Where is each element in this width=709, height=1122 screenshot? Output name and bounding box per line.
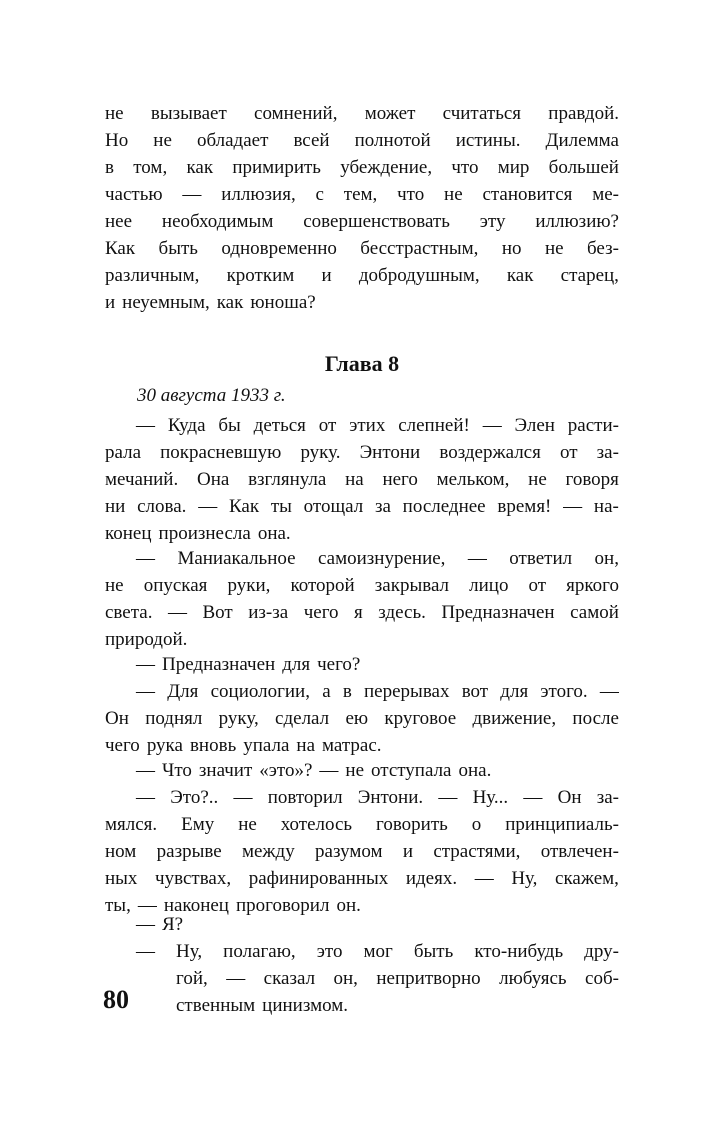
word: Ну, bbox=[176, 941, 203, 962]
paragraph bbox=[105, 911, 619, 938]
word: — bbox=[136, 760, 155, 781]
word: Энтони bbox=[359, 442, 421, 463]
paragraph bbox=[105, 757, 619, 784]
text-line bbox=[105, 181, 619, 208]
word: — bbox=[182, 184, 202, 205]
word: любуясь bbox=[499, 968, 567, 989]
word: говоря bbox=[565, 469, 619, 490]
word: движение, bbox=[472, 708, 557, 729]
paragraph bbox=[105, 545, 619, 653]
word: значит bbox=[198, 760, 253, 781]
paragraph bbox=[105, 412, 619, 547]
word: отвлечен- bbox=[540, 841, 619, 862]
word: — bbox=[467, 548, 487, 569]
word: — bbox=[136, 415, 155, 436]
word: Но bbox=[105, 130, 129, 151]
word: лицо bbox=[469, 575, 509, 596]
word: руку. bbox=[300, 442, 341, 463]
word: не bbox=[153, 130, 172, 151]
word: наконец bbox=[163, 895, 229, 916]
text-line bbox=[105, 626, 619, 653]
paragraph-continuation bbox=[176, 965, 619, 1019]
text-line bbox=[105, 127, 619, 154]
word: мечаний. bbox=[105, 469, 179, 490]
word: мельком, bbox=[436, 469, 510, 490]
word: не bbox=[345, 760, 365, 781]
word: Он bbox=[105, 708, 129, 729]
word: ею bbox=[345, 708, 369, 729]
word: покрасневшую bbox=[160, 442, 282, 463]
word: разумом bbox=[315, 841, 383, 862]
word: без- bbox=[587, 238, 619, 259]
word: страстями, bbox=[433, 841, 521, 862]
word: это bbox=[316, 941, 343, 962]
word: юноша? bbox=[250, 292, 316, 313]
word: становится bbox=[482, 184, 573, 205]
word: быть bbox=[158, 238, 198, 259]
text-line bbox=[105, 572, 619, 599]
word: непритворно bbox=[376, 968, 481, 989]
word: последнее bbox=[402, 496, 486, 517]
word: о bbox=[471, 814, 482, 835]
word: Как bbox=[105, 238, 136, 259]
text-line bbox=[176, 965, 619, 992]
word: Энтони. bbox=[357, 787, 424, 808]
word: самой bbox=[570, 602, 619, 623]
word: за- bbox=[596, 787, 619, 808]
word: как bbox=[186, 157, 214, 178]
word: — bbox=[136, 548, 155, 569]
word: частью bbox=[105, 184, 163, 205]
word: от bbox=[528, 575, 547, 596]
word: руку, bbox=[218, 708, 259, 729]
word: ных bbox=[105, 868, 138, 889]
word: не bbox=[528, 469, 547, 490]
word: неуемным, bbox=[122, 292, 210, 313]
word: одновременно bbox=[221, 238, 337, 259]
text-line bbox=[105, 208, 619, 235]
word: идеях. bbox=[405, 868, 458, 889]
text-line bbox=[105, 262, 619, 289]
word: рала bbox=[105, 442, 142, 463]
word: воздержался bbox=[439, 442, 541, 463]
word: природой. bbox=[105, 629, 188, 650]
word: соб- bbox=[585, 968, 619, 989]
word: Вот bbox=[202, 602, 233, 623]
word: Как bbox=[228, 496, 260, 517]
top-paragraph bbox=[105, 100, 619, 316]
word: в bbox=[342, 681, 352, 702]
word: вновь bbox=[189, 735, 237, 756]
word: Он bbox=[557, 787, 582, 808]
word: ственным bbox=[176, 995, 256, 1016]
text-line bbox=[105, 938, 619, 965]
text-line bbox=[105, 545, 619, 572]
word: обладает bbox=[196, 130, 269, 151]
word: вот bbox=[461, 681, 489, 702]
text-line bbox=[105, 838, 619, 865]
word: — bbox=[233, 787, 253, 808]
word: — bbox=[136, 787, 155, 808]
word: отощал bbox=[303, 496, 364, 517]
word: скажем, bbox=[555, 868, 619, 889]
word: иллюзия, bbox=[221, 184, 296, 205]
word: кротким bbox=[226, 265, 295, 286]
word: «это»? bbox=[259, 760, 313, 781]
word: не bbox=[105, 575, 124, 596]
word: что bbox=[397, 184, 425, 205]
text-line bbox=[105, 100, 619, 127]
word: хотелось bbox=[280, 814, 353, 835]
word: — bbox=[198, 496, 218, 517]
word: для bbox=[282, 654, 311, 675]
word: правдой. bbox=[548, 103, 619, 124]
paragraph bbox=[105, 938, 619, 965]
text-line bbox=[105, 651, 619, 678]
word: закрывал bbox=[374, 575, 450, 596]
text-line bbox=[176, 992, 619, 1019]
word: мог bbox=[363, 941, 393, 962]
word: упала bbox=[243, 735, 290, 756]
word: бы bbox=[218, 415, 241, 436]
text-line bbox=[105, 154, 619, 181]
text-line bbox=[105, 493, 619, 520]
word: после bbox=[572, 708, 619, 729]
word: — bbox=[438, 787, 458, 808]
word: и bbox=[105, 292, 116, 313]
text-line bbox=[105, 911, 619, 938]
text-line bbox=[105, 235, 619, 262]
word: мир bbox=[497, 157, 530, 178]
word: самоизнурение, bbox=[318, 548, 446, 569]
word: руки, bbox=[227, 575, 271, 596]
word: на bbox=[345, 469, 364, 490]
word: от bbox=[559, 442, 578, 463]
word: поднял bbox=[145, 708, 203, 729]
word: ме- bbox=[592, 184, 619, 205]
word: сомнений, bbox=[254, 103, 338, 124]
word: Для bbox=[167, 681, 199, 702]
word: истины. bbox=[455, 130, 521, 151]
word: Элен bbox=[514, 415, 555, 436]
word: ты, bbox=[105, 895, 131, 916]
word: всей bbox=[293, 130, 330, 151]
word: том, bbox=[133, 157, 168, 178]
word: не bbox=[444, 184, 463, 205]
word: а bbox=[322, 681, 331, 702]
word: что bbox=[451, 157, 479, 178]
word: из-за bbox=[248, 602, 289, 623]
word: добродушным, bbox=[358, 265, 480, 286]
word: необходимым bbox=[161, 211, 274, 232]
word: цинизмом. bbox=[262, 995, 348, 1016]
word: он, bbox=[333, 968, 358, 989]
text-line bbox=[105, 289, 619, 316]
word: вызывает bbox=[150, 103, 227, 124]
word: мялся. bbox=[105, 814, 158, 835]
word: различным, bbox=[105, 265, 200, 286]
word: не bbox=[238, 814, 257, 835]
word: круговое bbox=[384, 708, 457, 729]
word: чего bbox=[303, 602, 339, 623]
word: — bbox=[474, 868, 494, 889]
word: рафинированных bbox=[248, 868, 389, 889]
word: старец, bbox=[560, 265, 619, 286]
word: принципиаль- bbox=[505, 814, 619, 835]
word: полнотой bbox=[354, 130, 431, 151]
word: чувствах, bbox=[155, 868, 232, 889]
word: иллюзию? bbox=[535, 211, 619, 232]
word: как bbox=[506, 265, 534, 286]
word: убеждение, bbox=[340, 157, 433, 178]
word: тем, bbox=[343, 184, 378, 205]
word: Ну, bbox=[511, 868, 538, 889]
text-line bbox=[105, 412, 619, 439]
word: быть bbox=[413, 941, 454, 962]
text-line bbox=[105, 732, 619, 759]
word: матрас. bbox=[322, 735, 382, 756]
word: полагаю, bbox=[223, 941, 296, 962]
word: дру- bbox=[584, 941, 619, 962]
word: нее bbox=[105, 211, 133, 232]
word: гой, bbox=[176, 968, 208, 989]
text-line bbox=[105, 520, 619, 547]
text-line bbox=[105, 439, 619, 466]
word: и bbox=[321, 265, 332, 286]
word: разрыве bbox=[156, 841, 222, 862]
word: взглянула bbox=[248, 469, 327, 490]
text-line bbox=[105, 865, 619, 892]
page-number: 80 bbox=[103, 985, 129, 1014]
chapter-date: 30 августа 1933 г. bbox=[137, 385, 286, 406]
text-line bbox=[105, 599, 619, 626]
word: он. bbox=[336, 895, 361, 916]
text-line bbox=[105, 784, 619, 811]
word: — bbox=[226, 968, 246, 989]
word: может bbox=[364, 103, 416, 124]
word: — bbox=[167, 602, 187, 623]
word: — bbox=[319, 760, 339, 781]
word: он, bbox=[594, 548, 619, 569]
word: него bbox=[382, 469, 418, 490]
word: время! bbox=[497, 496, 552, 517]
word: Ему bbox=[181, 814, 215, 835]
word: Предназначен bbox=[441, 602, 555, 623]
word: для bbox=[500, 681, 529, 702]
paragraph bbox=[105, 651, 619, 678]
paragraph bbox=[105, 678, 619, 759]
word: за bbox=[374, 496, 391, 517]
word: Дилемма bbox=[545, 130, 619, 151]
chapter-title: Глава 8 bbox=[324, 351, 400, 376]
word: отступала bbox=[371, 760, 452, 781]
word: говорить bbox=[376, 814, 448, 835]
word: конец bbox=[105, 523, 152, 544]
word: с bbox=[315, 184, 324, 205]
text-line bbox=[105, 705, 619, 732]
word: Маниакальное bbox=[177, 548, 296, 569]
word: в bbox=[105, 157, 114, 178]
word: расти- bbox=[567, 415, 619, 436]
word: не bbox=[105, 103, 124, 124]
word: от bbox=[318, 415, 337, 436]
word: деться bbox=[253, 415, 306, 436]
word: Ну... bbox=[472, 787, 509, 808]
word: чего bbox=[105, 735, 140, 756]
word: слова. bbox=[137, 496, 187, 517]
word: проговорил bbox=[235, 895, 330, 916]
word: рука bbox=[146, 735, 183, 756]
word: я bbox=[354, 602, 363, 623]
word: не bbox=[544, 238, 564, 259]
word: совершенствовать bbox=[303, 211, 450, 232]
word: большей bbox=[548, 157, 619, 178]
word: ном bbox=[105, 841, 137, 862]
word: яркого bbox=[566, 575, 619, 596]
word: примирить bbox=[232, 157, 321, 178]
word: Предназначен bbox=[162, 654, 276, 675]
word: социологии, bbox=[210, 681, 310, 702]
word: света. bbox=[105, 602, 153, 623]
word: слепней! bbox=[398, 415, 470, 436]
word: эту bbox=[479, 211, 506, 232]
paragraph bbox=[105, 784, 619, 919]
word: — bbox=[523, 787, 543, 808]
word: Я? bbox=[162, 914, 184, 935]
word: за- bbox=[596, 442, 619, 463]
word: — bbox=[136, 681, 155, 702]
word: которой bbox=[290, 575, 355, 596]
text-line bbox=[105, 678, 619, 705]
word: Что bbox=[162, 760, 192, 781]
word: — bbox=[136, 914, 155, 935]
word: ты bbox=[270, 496, 292, 517]
word: чего? bbox=[317, 654, 361, 675]
word: и bbox=[402, 841, 414, 862]
word: — bbox=[563, 496, 583, 517]
word: Это?.. bbox=[170, 787, 219, 808]
word: этого. bbox=[540, 681, 588, 702]
word: — bbox=[136, 941, 155, 962]
text-line bbox=[105, 757, 619, 784]
word: перерывах bbox=[364, 681, 450, 702]
word: на bbox=[296, 735, 316, 756]
word: опуская bbox=[143, 575, 208, 596]
word: ни bbox=[105, 496, 126, 517]
word: кто-нибудь bbox=[474, 941, 564, 962]
word: она. bbox=[458, 760, 492, 781]
word: — bbox=[136, 654, 155, 675]
word: на- bbox=[593, 496, 619, 517]
word: как bbox=[216, 292, 244, 313]
word: бесстрастным, bbox=[360, 238, 479, 259]
word: сделал bbox=[275, 708, 330, 729]
word: этих bbox=[349, 415, 386, 436]
word: между bbox=[241, 841, 295, 862]
word: Она bbox=[196, 469, 230, 490]
word: но bbox=[501, 238, 522, 259]
word: Куда bbox=[167, 415, 206, 436]
word: ответил bbox=[509, 548, 573, 569]
word: произнесла bbox=[158, 523, 251, 544]
word: — bbox=[599, 681, 619, 702]
word: сказал bbox=[263, 968, 316, 989]
word: повторил bbox=[267, 787, 343, 808]
word: — bbox=[137, 895, 157, 916]
word: считаться bbox=[442, 103, 522, 124]
text-line bbox=[105, 466, 619, 493]
word: — bbox=[482, 415, 502, 436]
word: она. bbox=[257, 523, 291, 544]
text-line bbox=[105, 811, 619, 838]
word: здесь. bbox=[378, 602, 426, 623]
